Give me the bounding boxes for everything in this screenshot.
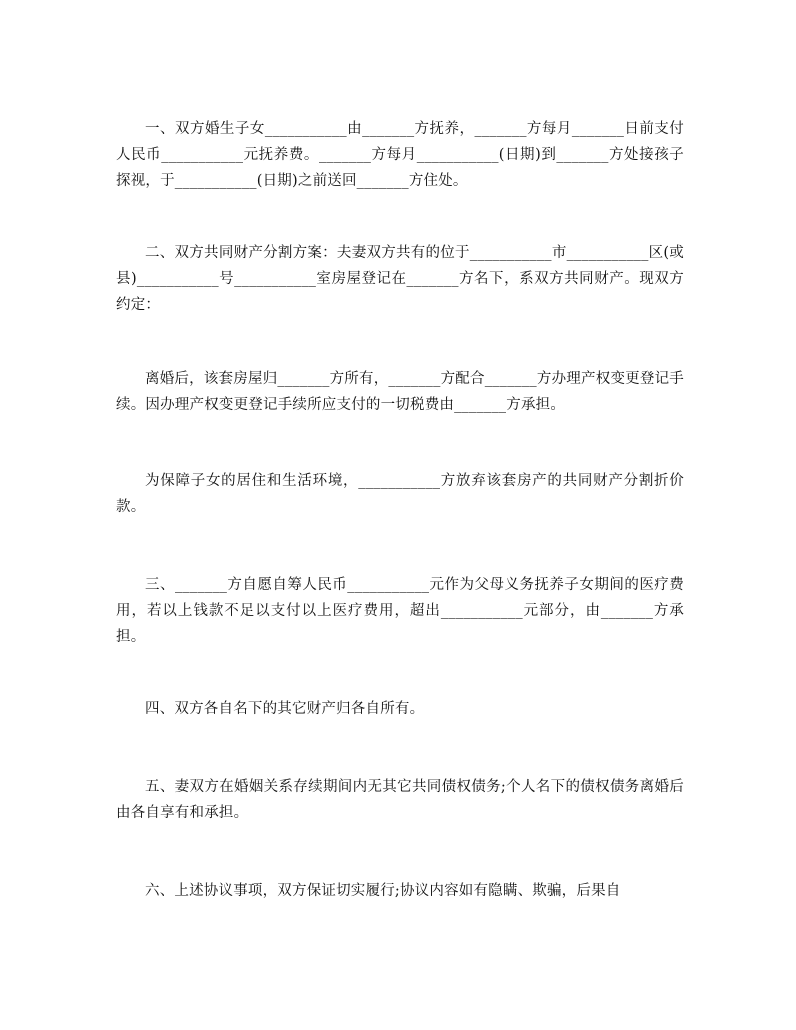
paragraph-performance-guarantee: 六、上述协议事项，双方保证切实履行;协议内容如有隐瞒、欺骗，后果自 (145, 883, 621, 899)
paragraph-house-ownership: 离婚后，该套房屋归_______方所有，_______方配合_______方办理产权变更登记手续。因办理产权变更登记手续所应支付的一切税费由_______方承担。 (116, 371, 684, 413)
paragraph-medical-expenses: 三、_______方自愿自筹人民币___________元作为父母义务抚养子女期间的医疗费用，若以上钱款不足以支付以上医疗费用，超出___________元部分，由_______方承担。 (116, 577, 684, 645)
paragraph-waive-compensation: 为保障子女的居住和生活环境，___________方放弃该套房产的共同财产分割折价款。 (116, 473, 684, 515)
paragraph-child-custody: 一、双方婚生子女___________由_______方抚养，_______方每月_______日前支付人民币___________元抚养费。_______方每月___________(日期)到_______方处接孩子探视，于___________(日期)之前送回_______方住处。 (116, 121, 684, 189)
paragraph-property-division: 二、双方共同财产分割方案：夫妻双方共有的位于___________市___________区(或县)___________号___________室房屋登记在_______方名下，系双方共同财产。现双方约定： (116, 245, 684, 313)
paragraph-other-property: 四、双方各自名下的其它财产归各自所有。 (145, 701, 425, 717)
paragraph-debts: 五、妻双方在婚姻关系存续期间内无其它共同债权债务;个人名下的债权债务离婚后由各自享有和承担。 (116, 779, 684, 821)
